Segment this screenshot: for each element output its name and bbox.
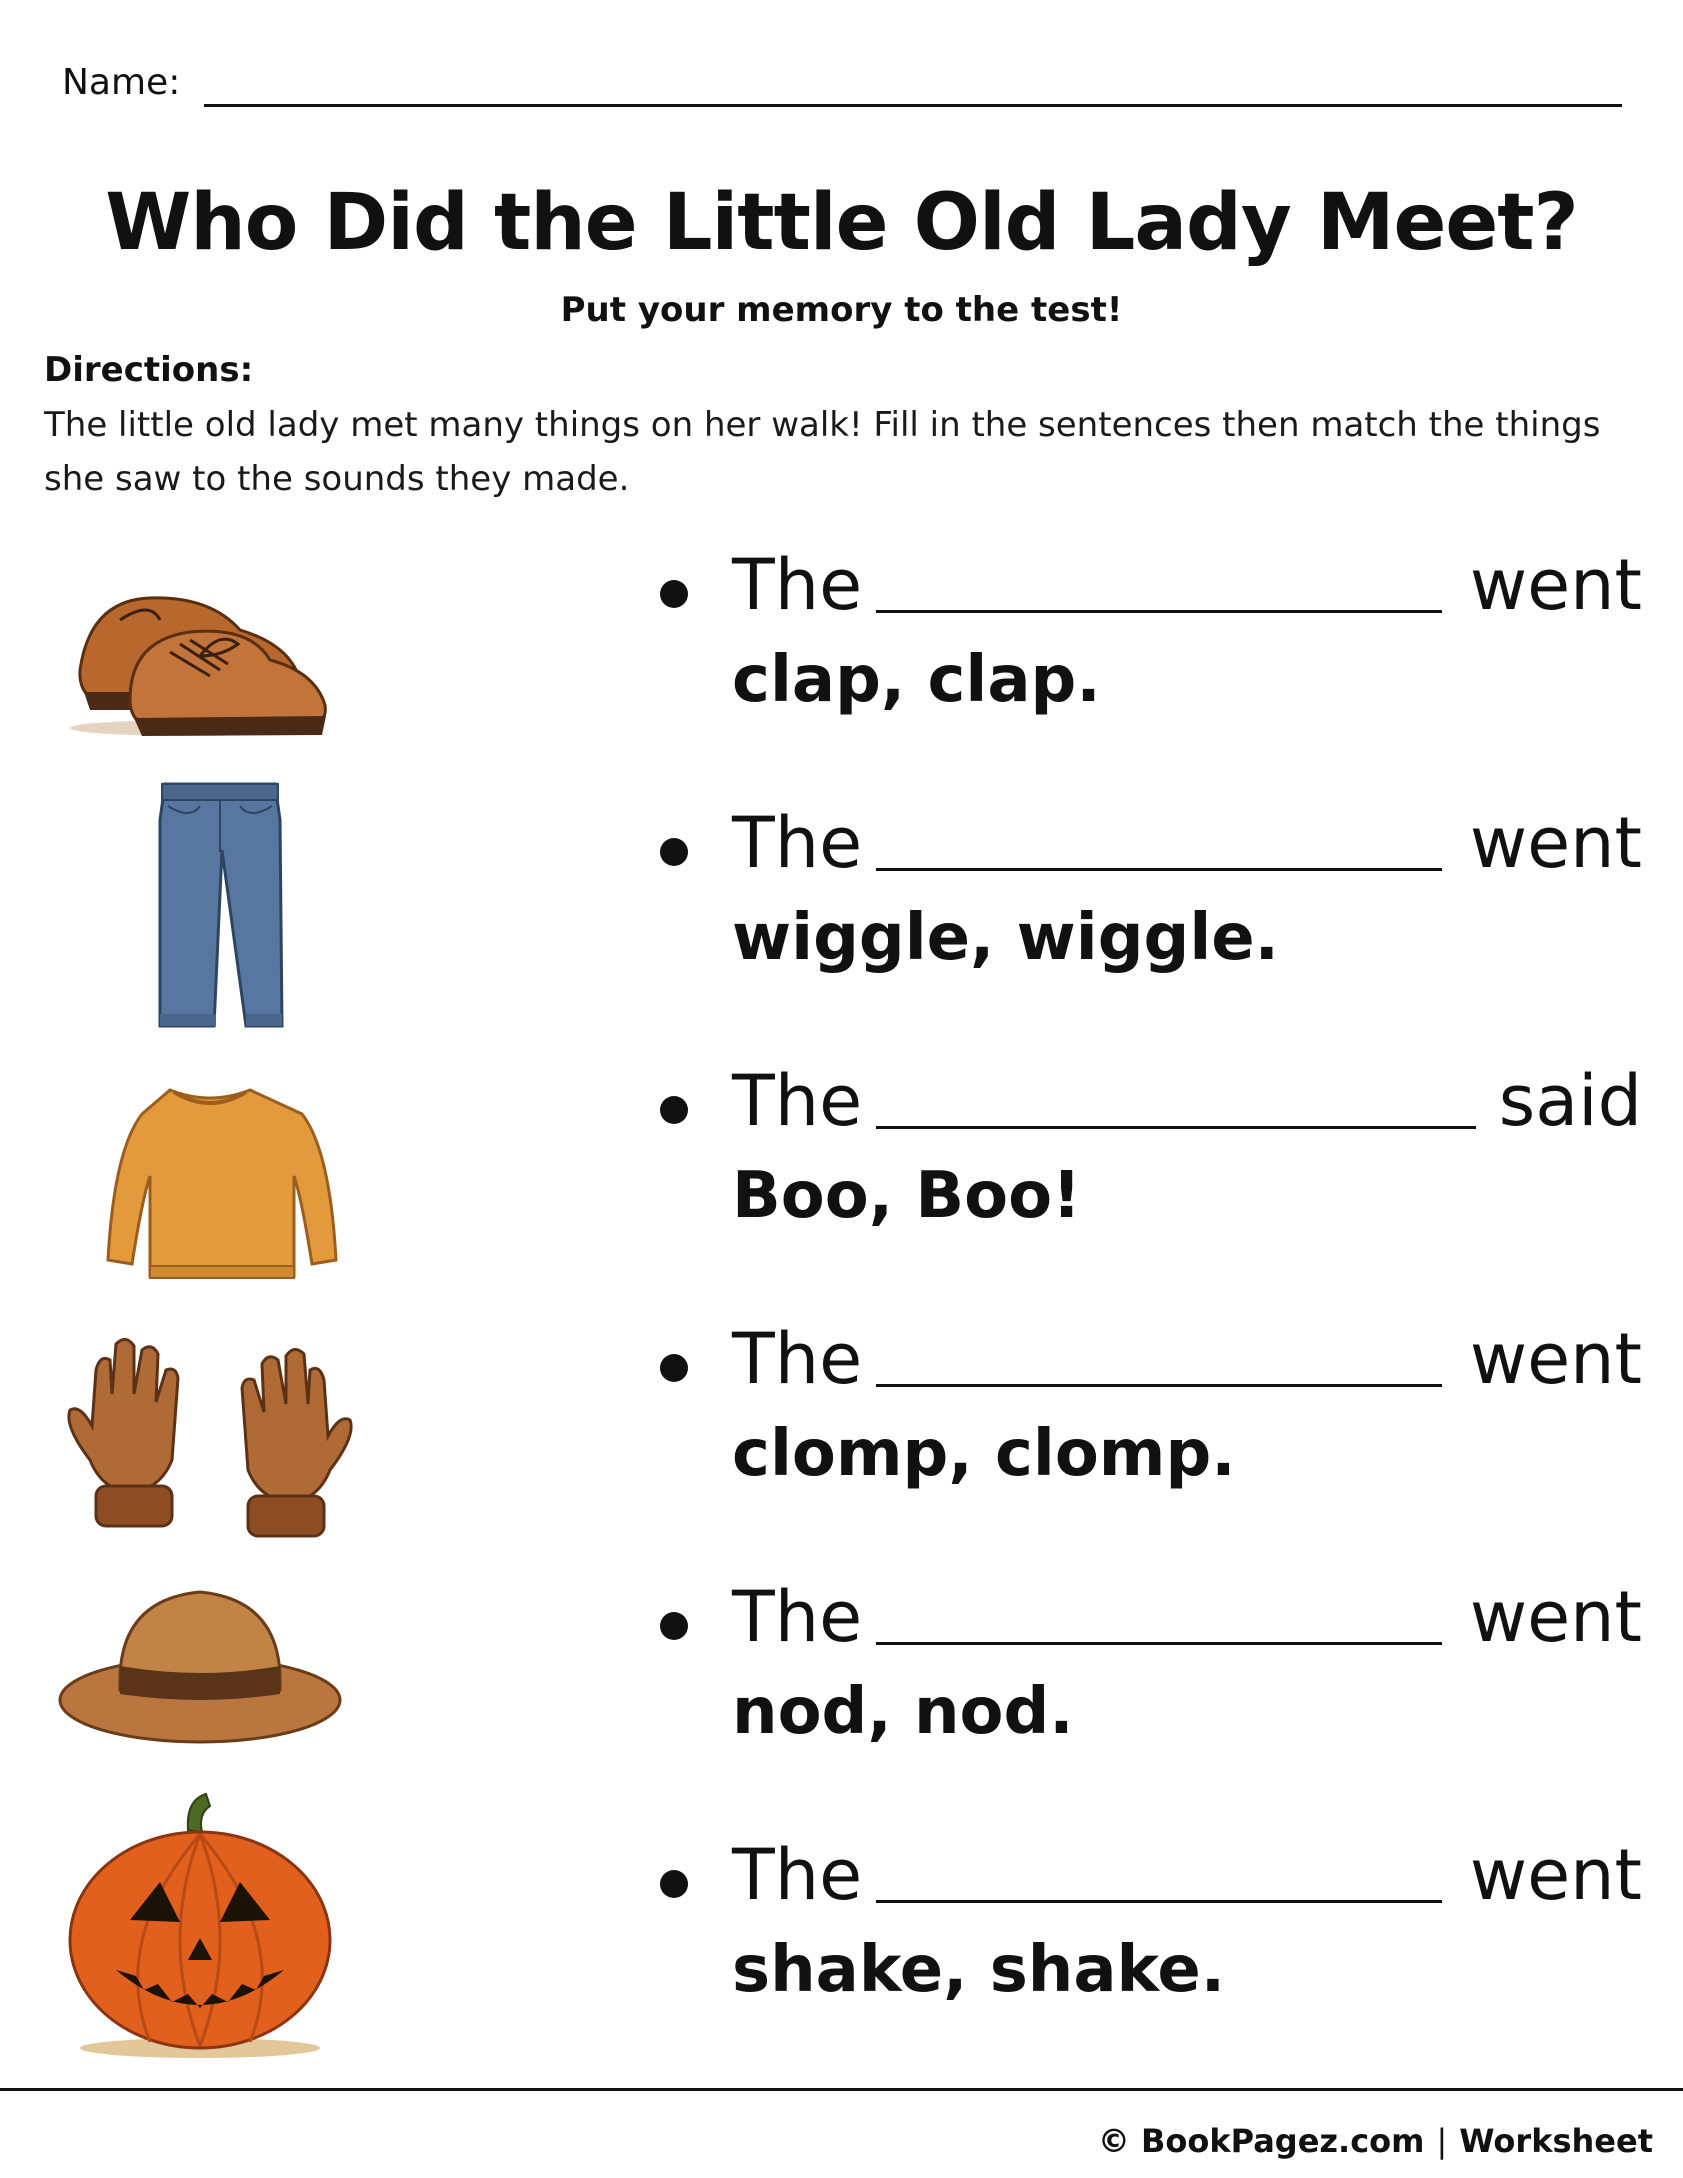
shirt-icon xyxy=(50,1080,370,1290)
sentence-verb: went xyxy=(1469,802,1642,884)
sentence-verb: went xyxy=(1469,1834,1642,1916)
bullet-icon xyxy=(660,1870,688,1898)
sentence-start: The xyxy=(732,802,863,884)
directions-heading: Directions: xyxy=(44,350,254,390)
name-field[interactable] xyxy=(204,104,1622,107)
answer-blank[interactable] xyxy=(876,610,1442,613)
footer-site: © BookPagez.com xyxy=(1097,2122,1425,2160)
page-subtitle: Put your memory to the test! xyxy=(560,290,1123,330)
sentence-item xyxy=(660,1830,1660,2050)
bullet-icon xyxy=(660,838,688,866)
sentence-start: The xyxy=(732,1318,863,1400)
sentence-verb: went xyxy=(1469,1318,1642,1400)
page-title: Who Did the Little Old Lady Meet? xyxy=(105,178,1578,268)
answer-blank[interactable] xyxy=(876,1384,1442,1387)
sentence-item xyxy=(660,798,1660,1018)
hat-icon xyxy=(50,1570,370,1770)
shoes-icon xyxy=(50,560,370,740)
sound-text: Boo, Boo! xyxy=(732,1159,1082,1233)
picture-column xyxy=(50,540,370,2070)
directions-text: The little old lady met many things on her walk! Fill in the sentences then match the things she saw to the sounds they made. xyxy=(44,405,1601,499)
sentence-verb: said xyxy=(1498,1060,1642,1142)
sound-text: wiggle, wiggle. xyxy=(732,901,1279,975)
answer-blank[interactable] xyxy=(876,1642,1442,1645)
sentence-verb: went xyxy=(1469,1576,1642,1658)
name-row xyxy=(62,62,1622,112)
answer-blank[interactable] xyxy=(876,1126,1476,1129)
footer-separator: | xyxy=(1436,2122,1448,2160)
name-label: Name: xyxy=(62,62,181,103)
sentence-verb: went xyxy=(1469,544,1642,626)
sentence-start: The xyxy=(732,1060,863,1142)
pants-icon xyxy=(50,780,370,1030)
sound-text: nod, nod. xyxy=(732,1675,1074,1749)
bullet-icon xyxy=(660,580,688,608)
sentence-start: The xyxy=(732,1834,863,1916)
pumpkin-icon xyxy=(50,1790,370,2060)
sentence-item xyxy=(660,1314,1660,1534)
footer-divider xyxy=(0,2088,1683,2091)
sentence-item xyxy=(660,1572,1660,1792)
sentence-start: The xyxy=(732,544,863,626)
sound-text: shake, shake. xyxy=(732,1933,1226,2007)
footer-type: Worksheet xyxy=(1459,2122,1653,2160)
footer xyxy=(1098,2122,1653,2160)
sentence-item xyxy=(660,1056,1660,1276)
bullet-icon xyxy=(660,1096,688,1124)
sentence-start: The xyxy=(732,1576,863,1658)
bullet-icon xyxy=(660,1612,688,1640)
sound-text: clomp, clomp. xyxy=(732,1417,1236,1491)
answer-blank[interactable] xyxy=(876,1900,1442,1903)
bullet-icon xyxy=(660,1354,688,1382)
sound-text: clap, clap. xyxy=(732,643,1101,717)
sentence-item xyxy=(660,540,1660,760)
gloves-icon xyxy=(50,1330,370,1540)
answer-blank[interactable] xyxy=(876,868,1442,871)
